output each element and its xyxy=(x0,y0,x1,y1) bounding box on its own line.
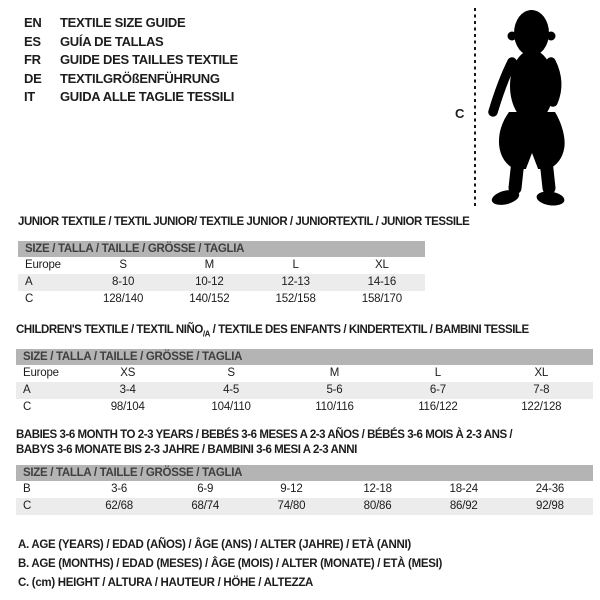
footnote-a: A. AGE (YEARS) / EDAD (AÑOS) / ÂGE (ANS) / ALTER (JAHRE) / ETÀ (ANNI) xyxy=(18,539,411,551)
children-size-table xyxy=(16,365,593,416)
footnote-b: B. AGE (MONTHS) / EDAD (MESES) / ÂGE (MOIS) / ALTER (MONATE) / ETÀ (MESI) xyxy=(18,558,443,570)
table-row xyxy=(16,365,593,382)
row-label-cell: Europe xyxy=(23,367,59,379)
language-code: EN xyxy=(24,15,42,30)
language-row-de xyxy=(24,70,238,89)
language-row-en xyxy=(24,14,238,33)
title-text: / TEXTILE DES ENFANTS / KINDERTEXTIL / BAMBINI TESSILE xyxy=(209,324,529,336)
title-text: CHILDREN'S TEXTILE / TEXTIL NIÑO xyxy=(16,324,203,336)
value-cell: 4-5 xyxy=(223,384,240,396)
height-marker-label: C xyxy=(455,106,465,121)
babies-size-table xyxy=(16,481,593,515)
value-cell: 80/86 xyxy=(363,500,392,512)
value-cell: 14-16 xyxy=(367,276,397,288)
value-cell: 9-12 xyxy=(280,483,303,495)
row-label-cell: C xyxy=(23,401,32,413)
value-cell: 6-9 xyxy=(197,483,214,495)
language-row-it xyxy=(24,88,238,107)
table-row xyxy=(18,291,425,308)
language-code: DE xyxy=(24,70,42,86)
language-label: GUIDA ALLE TAGLIE TESSILI xyxy=(60,89,235,105)
table-row xyxy=(16,498,593,515)
row-label-cell: Europe xyxy=(25,259,61,271)
value-cell: 62/68 xyxy=(105,500,133,512)
language-label: TEXTILGRÖßENFÜHRUNG xyxy=(60,70,220,86)
value-cell: XL xyxy=(534,367,549,379)
section-title-line1: BABIES 3-6 MONTH TO 2-3 YEARS / BEBÉS 3-6 MESES A 2-3 AÑOS / BÉBÉS 3-6 MOIS À 2-3 ANS / xyxy=(16,429,513,441)
value-cell: L xyxy=(434,367,441,379)
row-label-cell: C xyxy=(23,500,32,512)
language-label: TEXTILE SIZE GUIDE xyxy=(60,15,186,30)
value-cell: 116/122 xyxy=(418,401,458,413)
value-cell: M xyxy=(329,367,340,379)
baby-silhouette-icon xyxy=(482,6,574,210)
row-label-cell: A xyxy=(23,384,31,396)
value-cell: 92/98 xyxy=(536,500,564,512)
value-cell: 140/152 xyxy=(189,293,230,305)
section-title-line2: BABYS 3-6 MONATE BIS 2-3 JAHRE / BAMBINI 3-6 MESI A 2-3 ANNI xyxy=(16,444,357,456)
value-cell: XS xyxy=(120,367,136,379)
section-title-block xyxy=(16,428,593,458)
value-cell: 152/158 xyxy=(275,293,316,305)
value-cell: M xyxy=(204,259,215,271)
section-babies xyxy=(16,428,593,515)
value-cell: L xyxy=(292,259,299,271)
junior-size-table xyxy=(18,257,425,308)
language-row-es xyxy=(24,33,238,52)
value-cell: 24-36 xyxy=(535,483,565,495)
value-cell: 122/128 xyxy=(521,401,562,413)
language-row-fr xyxy=(24,51,238,70)
value-cell: 128/140 xyxy=(103,293,144,305)
row-label-cell: C xyxy=(25,293,34,305)
language-code: IT xyxy=(24,89,35,105)
value-cell: 12-13 xyxy=(281,276,310,288)
value-cell: 5-6 xyxy=(326,384,343,396)
value-cell: S xyxy=(227,367,235,379)
language-code: ES xyxy=(24,33,41,49)
footnotes xyxy=(18,536,442,593)
section-childrens-textile xyxy=(16,323,593,416)
height-dashed-line xyxy=(474,8,476,206)
table-row xyxy=(16,382,593,399)
title-subscript: /A xyxy=(202,329,210,339)
value-cell: 18-24 xyxy=(449,483,478,495)
size-header-bar: SIZE / TALLA / TAILLE / GRÖSSE / TAGLIA xyxy=(16,349,593,365)
value-cell: 104/110 xyxy=(211,401,251,413)
row-label-cell: A xyxy=(25,276,33,288)
value-cell: 7-8 xyxy=(533,384,550,396)
language-label: GUIDE DES TAILLES TEXTILE xyxy=(60,52,238,68)
section-title xyxy=(16,323,593,337)
table-row xyxy=(18,257,425,274)
value-cell: 12-18 xyxy=(363,483,392,495)
language-code: FR xyxy=(24,52,41,68)
value-cell: 98/104 xyxy=(110,401,145,413)
value-cell: 3-6 xyxy=(111,483,128,495)
row-label-cell: B xyxy=(23,483,31,495)
value-cell: 110/116 xyxy=(315,401,354,413)
value-cell: 10-12 xyxy=(195,276,224,288)
value-cell: 3-4 xyxy=(119,384,136,396)
value-cell: S xyxy=(119,259,127,271)
section-title: JUNIOR TEXTILE / TEXTIL JUNIOR/ TEXTILE JUNIOR / JUNIORTEXTIL / JUNIOR TESSILE xyxy=(18,216,470,228)
size-header-bar: SIZE / TALLA / TAILLE / GRÖSSE / TAGLIA xyxy=(16,465,593,481)
value-cell: 6-7 xyxy=(429,384,446,396)
value-cell: 74/80 xyxy=(277,500,306,512)
value-cell: 86/92 xyxy=(449,500,478,512)
value-cell: XL xyxy=(375,259,389,271)
value-cell: 68/74 xyxy=(191,500,220,512)
table-row xyxy=(18,274,425,291)
value-cell: 8-10 xyxy=(112,276,135,288)
language-label: GUÍA DE TALLAS xyxy=(60,33,164,49)
value-cell: 158/170 xyxy=(361,293,402,305)
footnote-c: C. (cm) HEIGHT / ALTURA / HAUTEUR / HÖHE / ALTEZZA xyxy=(18,577,314,589)
section-junior-textile xyxy=(18,215,470,308)
language-list xyxy=(24,14,238,107)
table-row xyxy=(16,399,593,416)
table-row xyxy=(16,481,593,498)
size-header-bar: SIZE / TALLA / TAILLE / GRÖSSE / TAGLIA xyxy=(18,241,425,257)
